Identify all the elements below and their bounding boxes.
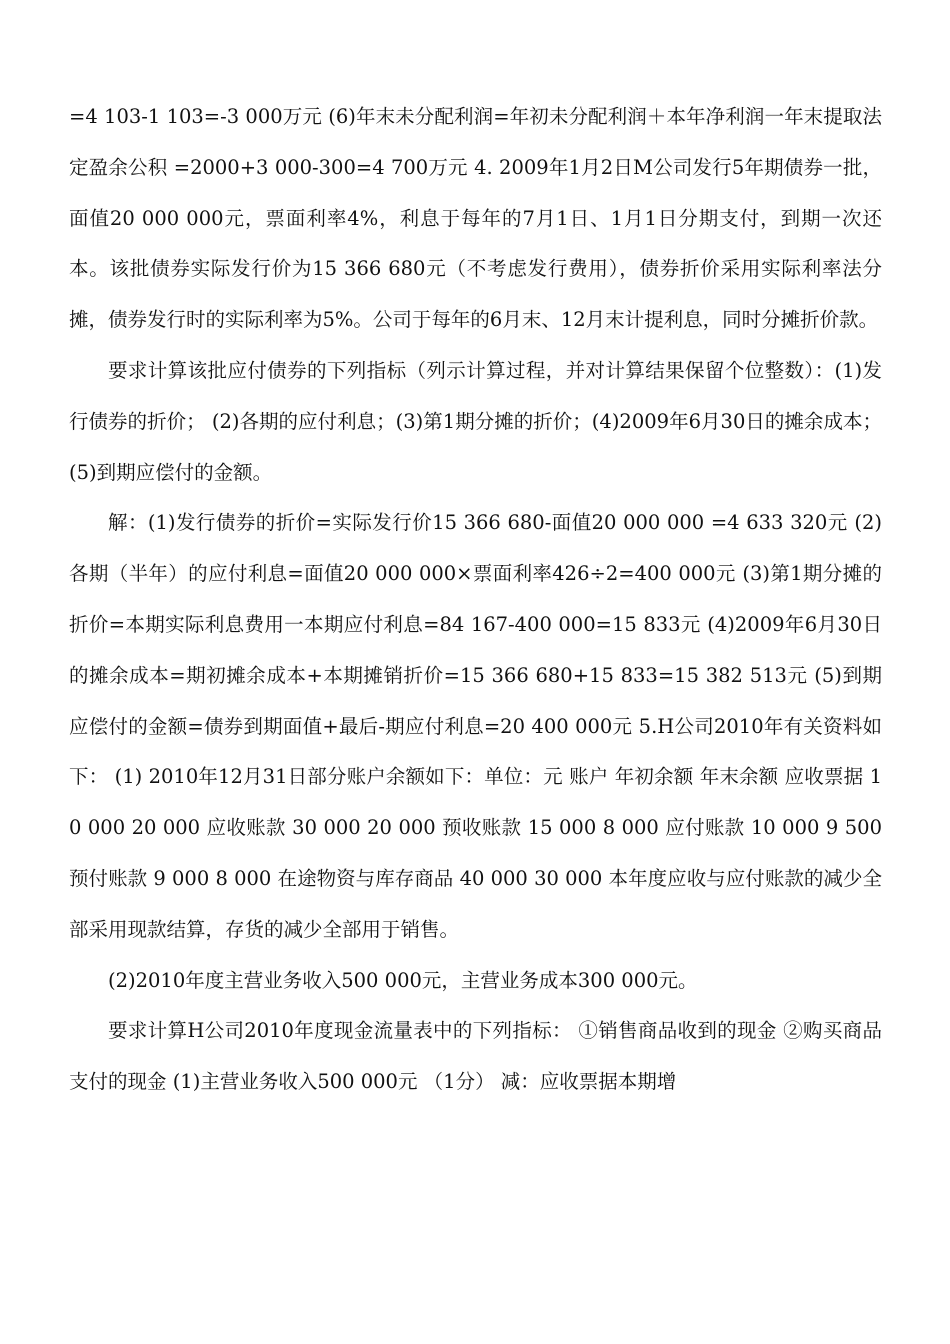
document-body	[69, 92, 882, 1108]
paragraph-bond-solution: 解：(1)发行债券的折价=实际发行价15 366 680-面值20 000 000 =4 633 320元 (2)各期（半年）的应付利息=面值20 000 000×票面利率426÷2=400 000元 (3)第1期分摊的折价=本期实际利息费用一本期应付利息=84 167-400 000=15 833元 (4)2009年6月30日的摊余成本=期初摊余成本+本期摊销折价=15 366 680+15 833=15 382 513元 (5)到期应偿付的金额=债券到期面值+最后-期应付利息=20 400 000元 5.H公司2010年有关资料如下： (1) 2010年12月31日部分账户余额如下：单位：元 账户 年初余额 年末余额 应收票据 10 000 20 000 应收账款 30 000 20 000 预收账款 15 000 8 000 应付账款 10 000 9 500 预付账款 9 000 8 000 在途物资与库存商品 40 000 30 000 本年度应收与应付账款的减少全部采用现款结算，存货的减少全部用于销售。	[69, 511, 882, 941]
paragraph-bond-intro: =4 103-1 103=-3 000万元 (6)年末未分配利润=年初未分配利润＋本年净利润一年末提取法定盈余公积 =2000+3 000-300=4 700万元 4. 2009年1月2日M公司发行5年期债券一批，面值20 000 000元，票面利率4%，利息于每年的7月1日、1月1日分期支付，到期一次还本。该批债券实际发行价为15 366 680元（不考虑发行费用），债券折价采用实际利率法分摊，债券发行时的实际利率为5%。公司于每年的6月末、12月末计提利息，同时分摊折价款。	[69, 105, 882, 332]
paragraph-revenue-cost: (2)2010年度主营业务收入500 000元，主营业务成本300 000元。	[108, 968, 698, 992]
paragraph-cashflow-requirements: 要求计算H公司2010年度现金流量表中的下列指标： ①销售商品收到的现金 ②购买商品支付的现金 (1)主营业务收入500 000元 （1分） 减：应收票据本期增	[69, 1019, 882, 1094]
paragraph-bond-requirements: 要求计算该批应付债券的下列指标（列示计算过程，并对计算结果保留个位整数）：(1)发行债券的折价； (2)各期的应付利息；(3)第1期分摊的折价；(4)2009年6月30日的摊余成本； (5)到期应偿付的金额。	[69, 358, 882, 484]
